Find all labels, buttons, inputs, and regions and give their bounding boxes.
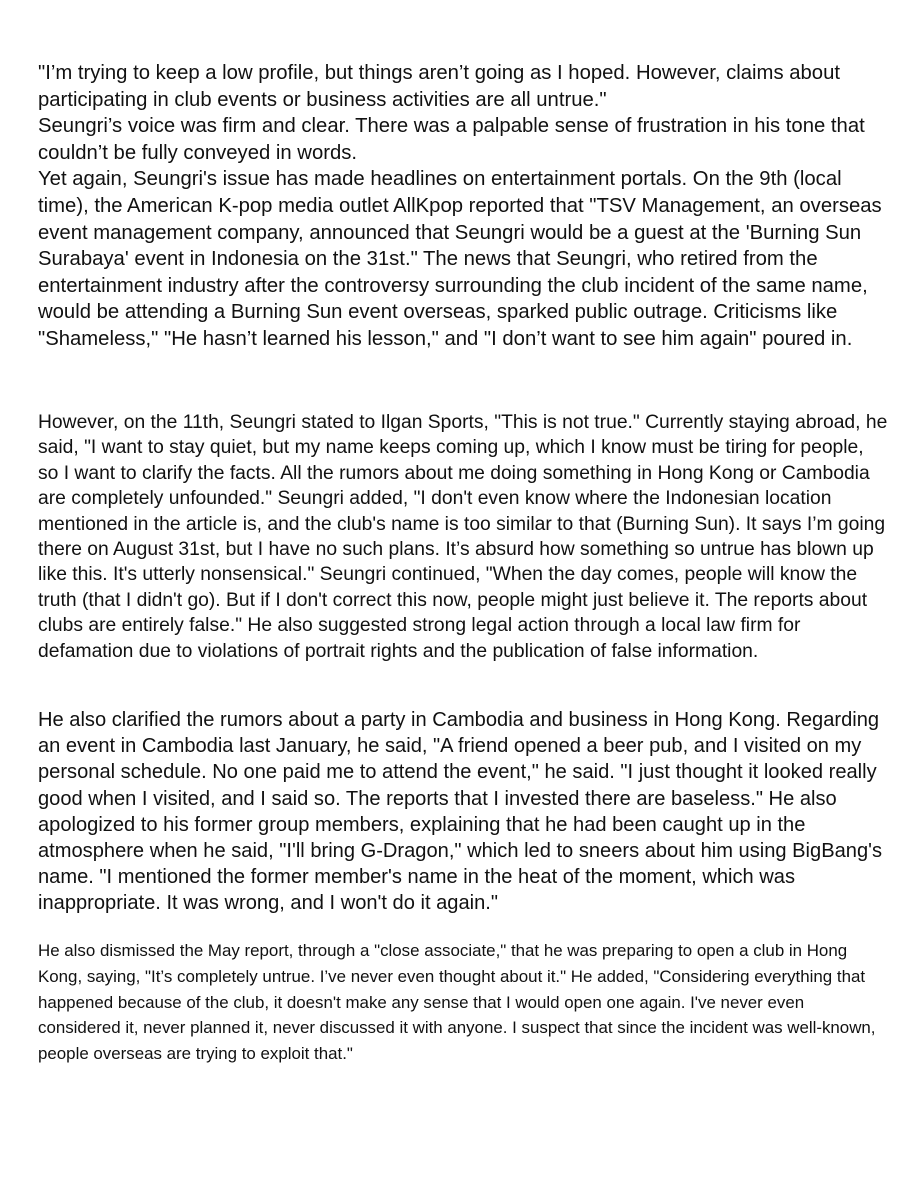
headline-paragraph: Yet again, Seungri's issue has made headlines on entertainment portals. On the 9th (local time), the American K-pop media outlet AllKpop reported that "TSV Management, an overseas event management company, announced that Seungri would be a guest at the 'Burning Sun Surabaya' event in Indonesia on the 31st." The news that Seungri, who retired from the entertainment industry after the controversy surrounding the club incident of the same name, would be attending a Burning Sun event overseas, sparked public outrage. Criticisms like "Shameless," "He hasn’t learned his lesson," and "I don’t want to see him again" poured in. bbox=[38, 168, 882, 350]
voice-paragraph: Seungri’s voice was firm and clear. There was a palpable sense of frustration in his tone that couldn’t be fully conveyed in words. bbox=[38, 115, 865, 164]
denial-paragraph: However, on the 11th, Seungri stated to Ilgan Sports, "This is not true." Currently staying abroad, he said, "I want to stay quiet, but my name keeps coming up, which I know must be tiring for people, so I want to clarify the facts. All the rumors about me doing something in Hong Kong or Cambodia are completely unfounded." Seungri added, "I don't even know where the Indonesian location mentioned in the article is, and the club's name is too similar to that (Burning Sun). It says I’m going there on August 31st, but I have no such plans. It’s absurd how something so untrue has blown up like this. It's utterly nonsensical." Seungri continued, "When the day comes, people will know the truth (that I didn't go). But if I don't correct this now, people might just believe it. The reports about clubs are entirely false." He also suggested strong legal action through a local law firm for defamation due to violations of portrait rights and the publication of false information. bbox=[38, 412, 888, 662]
article-opening-block bbox=[38, 60, 888, 353]
clarification-paragraph: He also clarified the rumors about a party in Cambodia and business in Hong Kong. Regarding an event in Cambodia last January, he said, "A friend opened a beer pub, and I visited on my personal schedule. No one paid me to attend the event," he said. "I just thought it looked really good when I visited, and I said so. The reports that I invested there are baseless." He also apologized to his former group members, explaining that he had been caught up in the atmosphere when he said, "I'll bring G-Dragon," which led to sneers about him using BigBang's name. "I mentioned the former member's name in the heat of the moment, which was inappropriate. It was wrong, and I won't do it again." bbox=[38, 709, 883, 915]
dismissal-paragraph: He also dismissed the May report, through a "close associate," that he was preparing to open a club in Hong Kong, saying, "It’s completely untrue. I’ve never even thought about it." He added, "Considering everything that happened because of the club, it doesn't make any sense that I would open one again. I've never even considered it, never planned it, never discussed it with anyone. I suspect that since the incident was well-known, people overseas are trying to exploit that." bbox=[38, 941, 876, 1064]
quote-paragraph: "I’m trying to keep a low profile, but things aren’t going as I hoped. However, claims about participating in club events or business activities are all untrue." bbox=[38, 62, 840, 111]
